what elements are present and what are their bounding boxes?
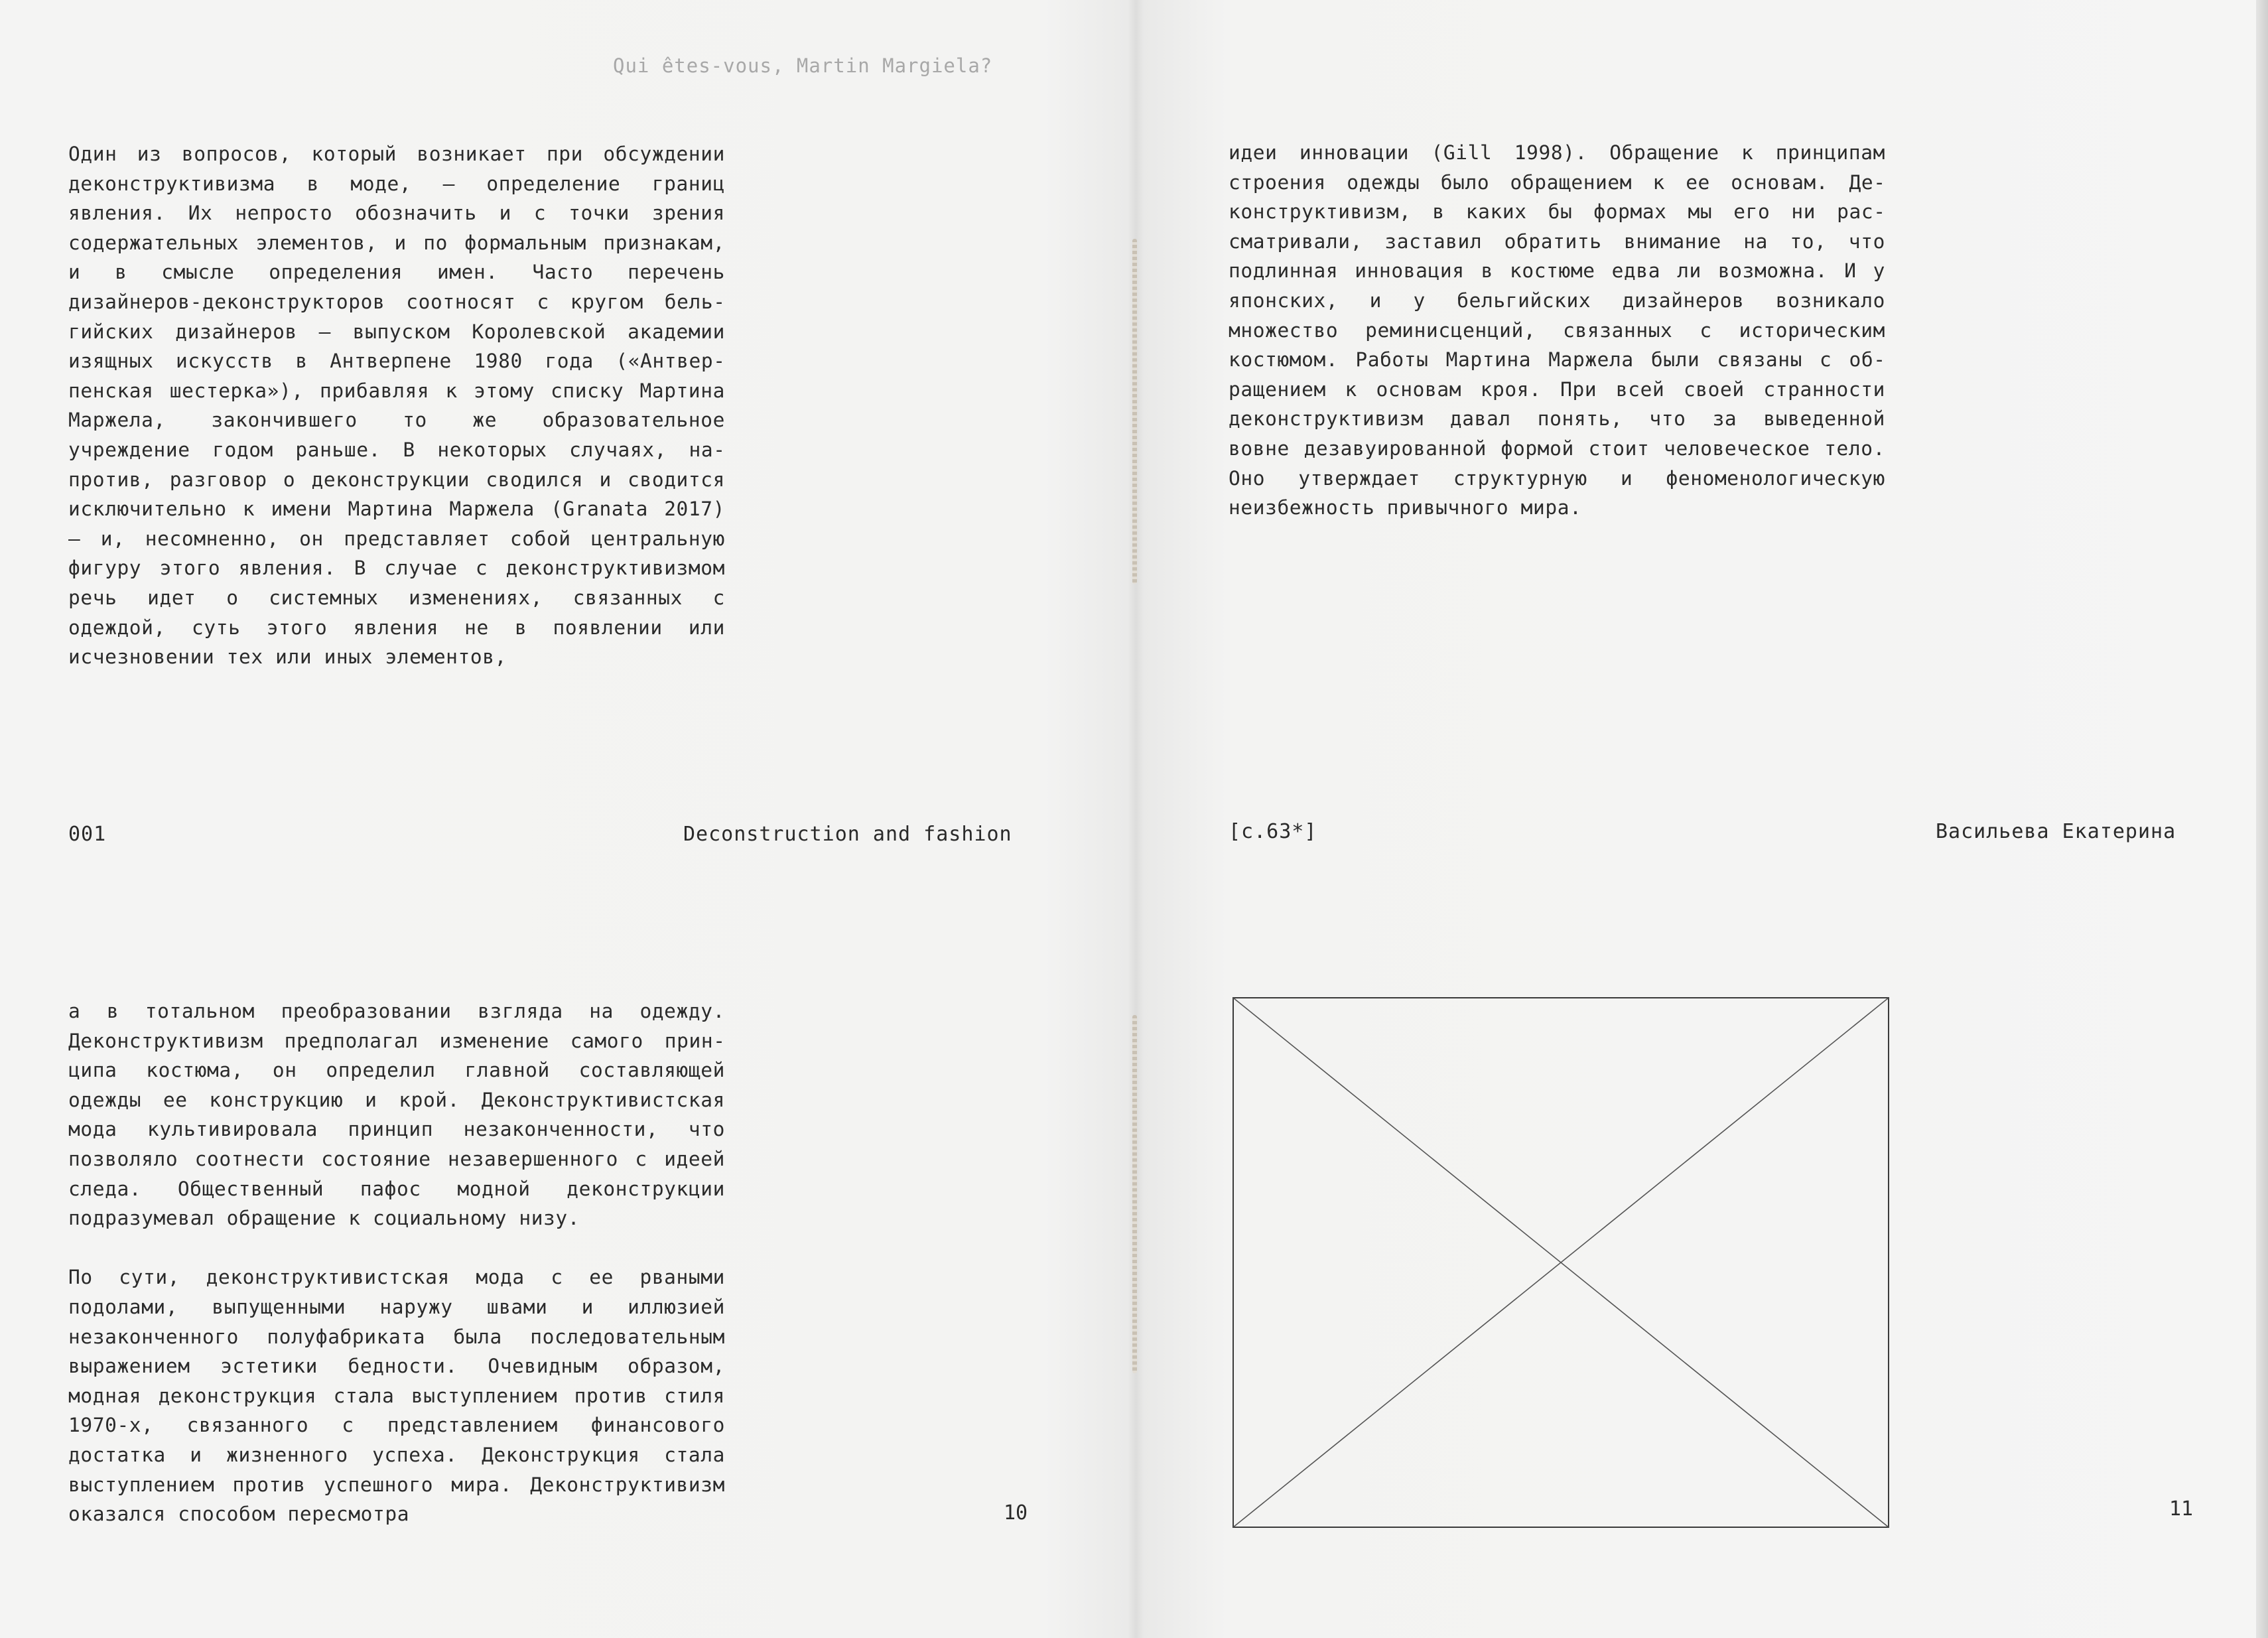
paragraph: Один из вопросов, который возникает при обсуждении деконструктивизма в моде, — определение границ явления. Их непросто обозначить и с точки зрения содержательных элементов, и по формальным признакам, и в смысле определения имен. Часто перечень дизайнеров-деконструкторов соотносят с кругом бельгийских дизайнеров — выпуском Королевской академии изящных искусств в Антверпене 1980 года («Антверпенская шестерка»), прибавляя к этому списку Мартина Маржела, закончившего то же образовательное учреждение годом раньше. В некоторых случаях, напротив, разговор о деконструкции сводился и сводится исключительно к имени Мартина Маржела (Granata 2017) — и, несомненно, он представляет собой центральную фигуру этого явления. В случае с деконструктивизмом речь идет о системных изменениях, связанных с одеждой, суть этого явления не в появлении или исчезновении тех или иных элементов, <box>68 143 725 669</box>
paragraph: идеи инновации (Gill 1998). Обращение к принципам строения одежды было обращением к ее основам. Деконструктивизм, в каких бы формах мы его ни рассматривали, заставил обратить внимание на то, что подлинная инновация в костюме едва ли возможна. И у японских, и у бельгийских дизайнеров возникало множество реминисценций, связанных с историческим костюмом. Работы Мартина Маржела были связаны с обращением к основам кроя. При всей своей странности деконструктивизм давал понять, что за выведенной вовне дезавуированной формой стоит человеческое тело. Оно утверждает структурную и феноменологическую неизбежность привычного мира. <box>1229 141 1885 519</box>
author-name: Васильева Екатерина <box>1936 820 2176 843</box>
left-bottom-text-block <box>68 996 725 1529</box>
binding-stitch <box>1132 239 1137 584</box>
paragraph: По сути, деконструктивистская мода с ее рваными подолами, выпущенными наружу швами и иллюзией незаконченного полуфабриката была последовательным выражением эстетики бедности. Очевидным образом, модная деконструкция стала выступлением против стиля 1970-х, связанного с представлением финансового достатка и жизненного успеха. Деконструкция стала выступлением против успешного мира. Деконструктивизм оказался способом пересмотра <box>68 1266 725 1526</box>
paragraph: а в тотальном преобразовании взгляда на одежду. Деконструктивизм предполагал изменение самого принципа костюма, он определил главной составляющей одежды ее конструкцию и крой. Деконструктивистская мода культивировала принцип незаконченности, что позволяло соотнести состояние незавершенного с идеей следа. Общественный пафос модной деконструкции подразумевал обращение к социальному низу. <box>68 1000 725 1230</box>
page-edge <box>2256 0 2268 1638</box>
page-reference: [c.63*] <box>1229 820 1317 843</box>
running-header-title: Qui êtes-vous, Martin Margiela? <box>613 54 993 77</box>
left-top-text-block <box>68 139 725 672</box>
page-number-right: 11 <box>2169 1497 2194 1521</box>
image-placeholder <box>1233 997 1889 1528</box>
binding-stitch <box>1132 1015 1137 1373</box>
section-number: 001 <box>68 823 107 846</box>
right-top-text-block <box>1229 138 1885 523</box>
section-title: Deconstruction and fashion <box>683 823 1012 846</box>
page-number-left: 10 <box>1004 1501 1028 1525</box>
